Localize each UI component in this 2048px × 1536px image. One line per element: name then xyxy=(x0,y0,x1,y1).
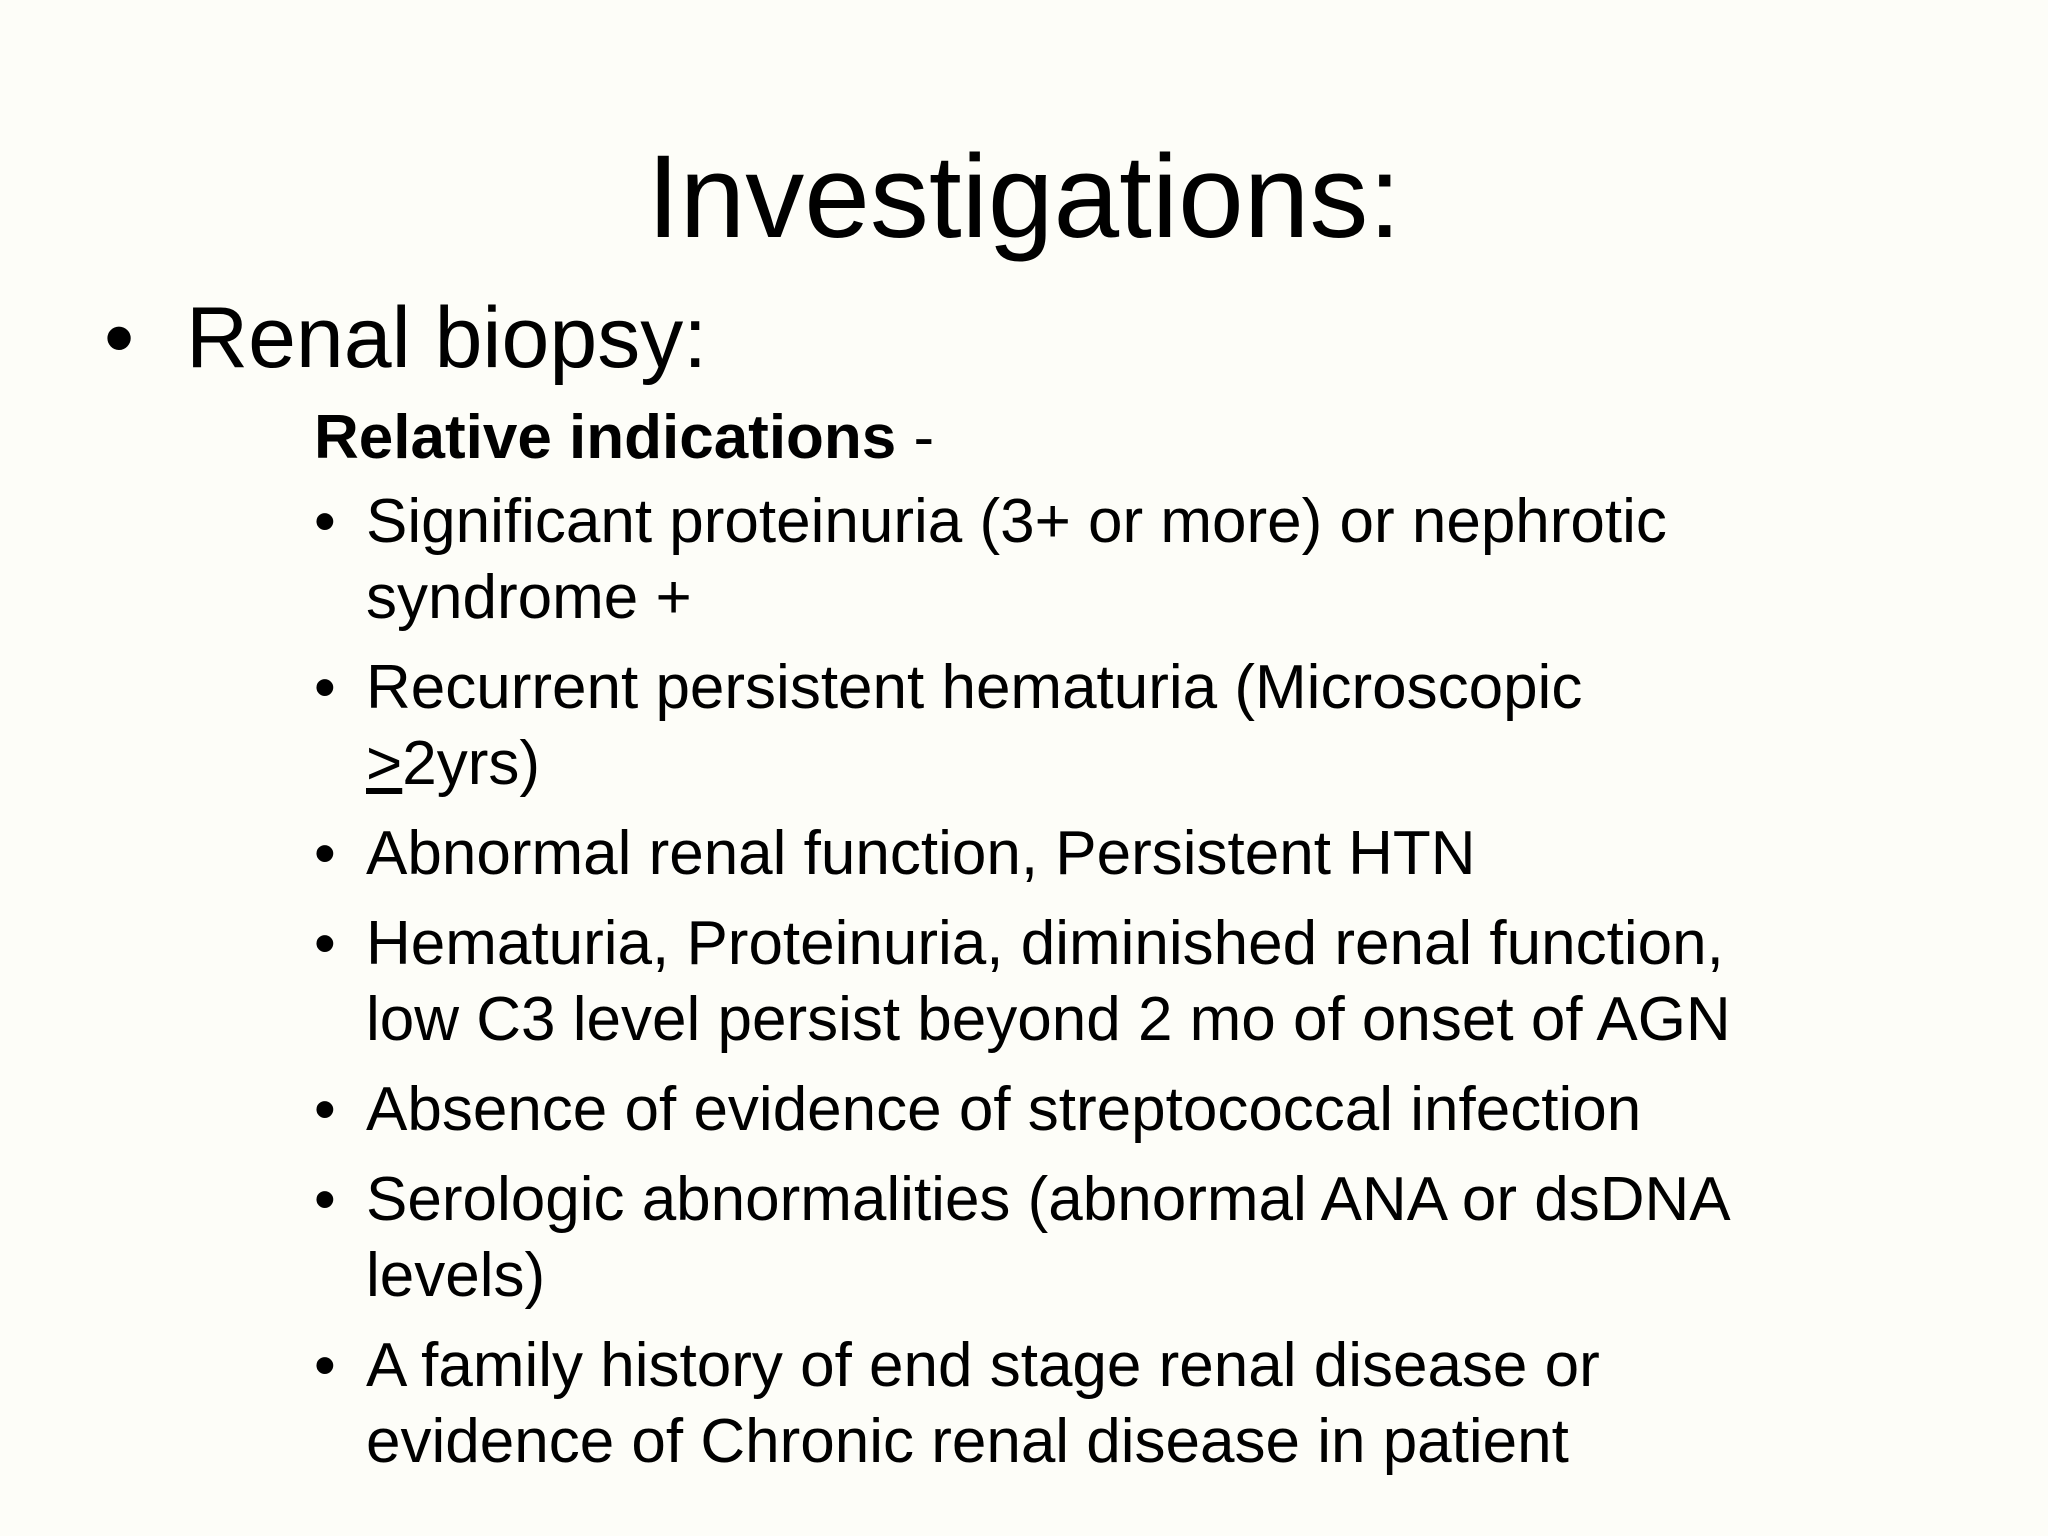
list-item-line: Hematuria, Proteinuria, diminished renal function, xyxy=(366,909,1724,978)
bullet-marker: • xyxy=(314,1165,336,1234)
list-item xyxy=(314,1328,2014,1480)
bullet-marker: • xyxy=(314,819,336,888)
underlined-symbol: > xyxy=(366,729,403,798)
list-item-line: Absence of evidence of streptococcal infection xyxy=(366,1075,1642,1144)
list-item xyxy=(314,816,2014,892)
list-item xyxy=(314,484,2014,636)
subheading xyxy=(314,398,934,478)
bullet-marker: • xyxy=(314,487,336,556)
list-item xyxy=(314,650,2014,802)
list-item-line xyxy=(366,726,2014,802)
bullet-marker: • xyxy=(314,909,336,978)
bullet-marker: • xyxy=(314,1331,336,1400)
list-item xyxy=(314,906,2014,1058)
list-item-line: Serologic abnormalities (abnormal ANA or dsDNA xyxy=(366,1165,1731,1234)
subheading-bold: Relative indications xyxy=(314,403,897,472)
slide-title: Investigations: xyxy=(646,131,1402,263)
list-item xyxy=(314,1162,2014,1314)
bullet-marker: • xyxy=(104,290,135,386)
list-item-line: levels) xyxy=(366,1241,546,1310)
list-item-line: syndrome + xyxy=(366,563,692,632)
list-item-line: Abnormal renal function, Persistent HTN xyxy=(366,819,1476,888)
indications-list xyxy=(314,484,2014,1494)
subheading-rest: - xyxy=(896,403,935,472)
bullet-marker: • xyxy=(314,1075,336,1144)
list-item-line: Recurrent persistent hematuria (Microscopic xyxy=(366,653,1583,722)
level1-bullet-item xyxy=(104,288,707,388)
list-item-line: low C3 level persist beyond 2 mo of onset of AGN xyxy=(366,985,1731,1054)
list-item-line: Significant proteinuria (3+ or more) or nephrotic xyxy=(366,487,1667,556)
level1-text: Renal biopsy: xyxy=(186,290,708,386)
list-item-line: evidence of Chronic renal disease in patient xyxy=(366,1407,1569,1476)
bullet-marker: • xyxy=(314,653,336,722)
list-item xyxy=(314,1072,2014,1148)
list-item-line: A family history of end stage renal disease or xyxy=(366,1331,1600,1400)
list-item-line-rest: 2yrs) xyxy=(402,729,540,798)
